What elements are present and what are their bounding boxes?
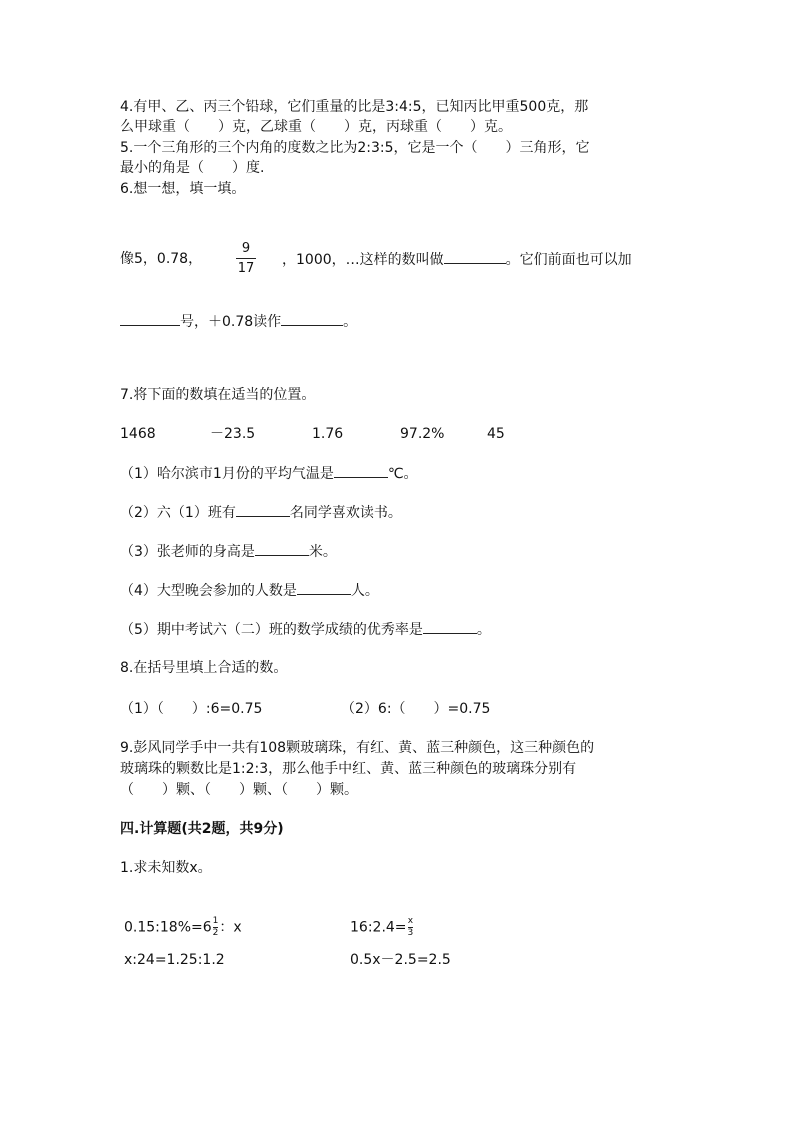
q7-item-3-unit: 米。 [308,544,337,560]
q6-title: 6.想一想，填一填。 [120,181,246,197]
q6-line2-a: 号，＋0.78读作 [180,314,282,330]
q7-item-5-text: （5）期中考试六（二）班的数学成绩的优秀率是 [120,622,423,638]
q7-item-4-unit: 人。 [350,583,379,599]
q7-item-2-unit: 名同学喜欢读书。 [289,505,402,521]
q7-item-4 [120,580,379,601]
q6-line1-prefix: 像5，0.78， [120,251,203,267]
q6-frac-denominator: 17 [237,261,255,276]
q9-line3: （ ）颗、（ ）颗、（ ）颗。 [120,782,358,798]
equation-2-denominator: 3 [407,928,414,938]
q7-number-5: 45 [487,426,505,442]
q7-item-4-text: （4）大型晚会参加的人数是 [120,583,297,599]
q8-part2: （2）6:（ ）=0.75 [341,701,491,717]
answer-blank[interactable] [120,311,180,326]
equation-1 [124,917,242,938]
equation-2 [350,917,414,938]
equation-1-right: ：x [219,919,242,936]
q6-frac-numerator: 9 [241,241,251,256]
q4-line2: 么甲球重（ ）克，乙球重（ ）克，丙球重（ ）克。 [120,119,512,135]
q6-suffix-b: 。它们前面也可以加 [505,252,632,268]
q7-item-1 [120,463,418,484]
q7-item-2-text: （2）六（1）班有 [120,505,236,521]
answer-blank[interactable] [297,580,351,595]
answer-blank[interactable] [236,502,290,517]
s4-q1-title: 1.求未知数x。 [120,860,212,876]
q7-number-1: 1468 [120,426,156,442]
q7-number-3: 1.76 [312,426,344,442]
equation-2-left: 16:2.4= [350,919,407,936]
q6-line2-b: 。 [343,314,358,330]
q5-line1: 5.一个三角形的三个内角的度数之比为2:3:5，它是一个（ ）三角形，它 [120,140,590,156]
q5-line2: 最小的角是（ ）度. [120,160,265,176]
equation-4: 0.5x－2.5=2.5 [350,952,451,968]
q9-line2: 玻璃珠的颗数比是1:2:3，那么他手中红、黄、蓝三种颜色的玻璃珠分别有 [120,761,577,777]
equation-1-numerator: 1 [212,916,219,926]
equation-2-fraction [408,917,414,938]
q6-line2 [120,311,357,332]
answer-blank[interactable] [334,463,388,478]
q4-line1: 4.有甲、乙、丙三个铅球，它们重量的比是3:4:5，已知丙比甲重500克，那 [120,99,589,115]
q7-item-1-text: （1）哈尔滨市1月份的平均气温是 [120,466,334,482]
answer-blank[interactable] [255,541,309,556]
q7-number-2: －23.5 [210,426,256,442]
answer-blank[interactable] [444,249,506,264]
q7-item-1-unit: ℃。 [387,466,418,482]
answer-blank[interactable] [423,619,477,634]
q8-part1: （1）（ ）:6=0.75 [120,701,263,717]
q9-line1: 9.彭风同学手中一共有108颗玻璃珠，有红、黄、蓝三种颜色，这三种颜色的 [120,740,595,756]
q6-line1-suffix [282,249,632,270]
q7-item-2 [120,502,402,523]
fraction-bar [236,258,256,259]
q8-title: 8.在括号里填上合适的数。 [120,660,288,676]
equation-3: x:24=1.25:1.2 [124,952,225,968]
section-heading: 四.计算题(共2题，共9分) [120,821,284,837]
q6-suffix-a: ，1000，…这样的数叫做 [282,252,444,268]
equation-1-fraction [213,917,219,938]
equation-2-numerator: x [407,916,414,926]
equation-1-left: 0.15:18%=6 [124,919,212,936]
q7-item-3-text: （3）张老师的身高是 [120,544,255,560]
equation-1-denominator: 2 [212,928,219,938]
q7-item-3 [120,541,337,562]
q7-number-4: 97.2% [400,426,445,442]
q7-item-5-unit: 。 [476,622,491,638]
q6-fraction [236,241,256,276]
q7-title: 7.将下面的数填在适当的位置。 [120,387,316,403]
q7-item-5 [120,619,491,640]
answer-blank[interactable] [281,311,343,326]
